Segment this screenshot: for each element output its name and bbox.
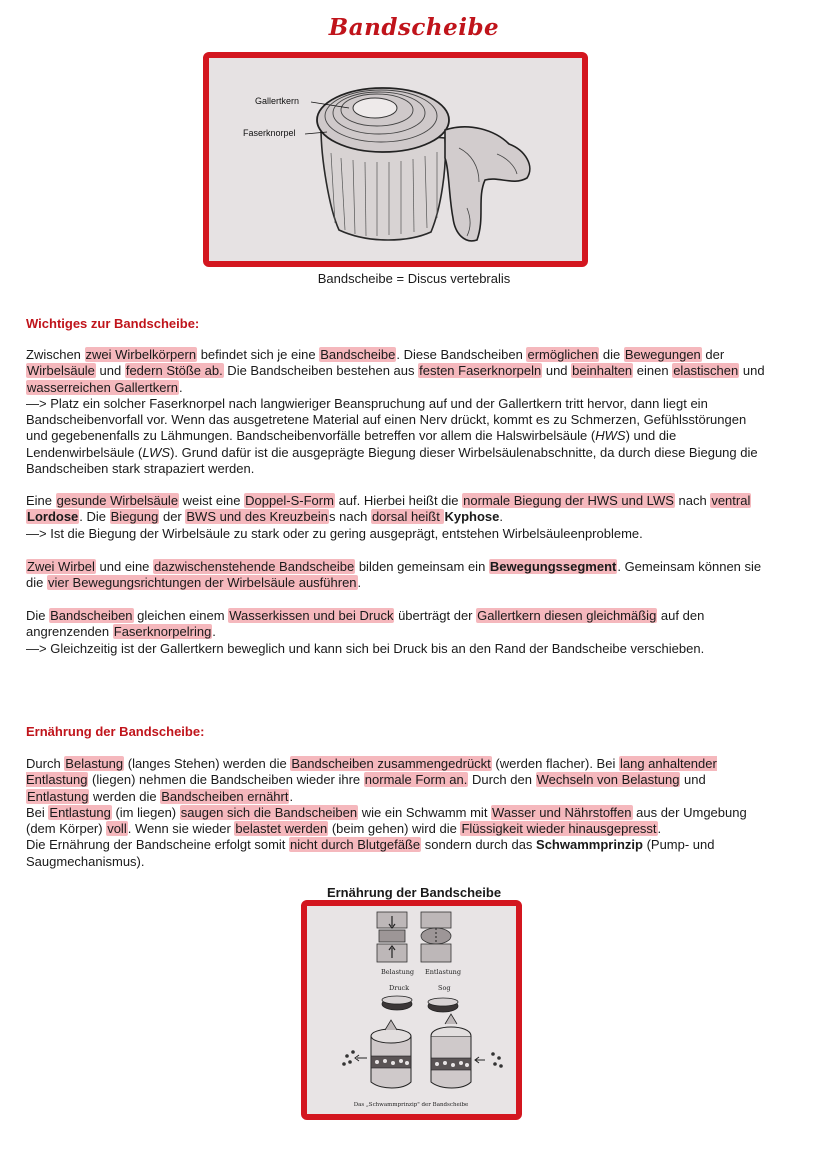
text-segment: weist eine xyxy=(179,493,245,508)
section-heading-important: Wichtiges zur Bandscheibe: xyxy=(26,316,200,331)
highlighted-text: nicht durch Blutgefäße xyxy=(290,837,421,853)
highlighted-text: Doppel-S-Form xyxy=(245,493,334,508)
highlighted-text: dazwischenstehende Bandscheibe xyxy=(154,559,355,574)
highlighted-text: gesunde Wirbelsäule xyxy=(56,493,179,508)
text-segment: —> Ist die Biegung der Wirbelsäule zu stark oder zu gering ausgeprägt, entstehen Wirbelsäuleenprobleme. xyxy=(26,525,643,541)
highlighted-text: Wasserkissen und bei Druck xyxy=(229,608,394,623)
text-segment: befindet sich je eine xyxy=(197,347,320,362)
text-segment: . Gemeinsam können sie die xyxy=(26,559,762,591)
highlighted-text: Wasser und Nährstoffen xyxy=(492,804,632,820)
paragraph-disc-structure xyxy=(26,347,771,477)
text-segment: Die xyxy=(26,608,50,623)
text-segment: und xyxy=(95,363,125,379)
highlighted-text: elastischen xyxy=(673,363,739,379)
label-sponge-caption: Das „Schwammprinzip" der Bandscheibe xyxy=(353,1102,469,1108)
text-line xyxy=(26,396,771,477)
text-segment: (langes Stehen) werden die xyxy=(124,756,291,771)
text-segment: (werden flacher). Bei xyxy=(491,756,619,771)
text-segment: der xyxy=(159,509,186,525)
text-segment: und xyxy=(542,363,572,379)
text-segment: Eine xyxy=(26,493,56,508)
text-segment: auf. Hierbei heißt die xyxy=(334,493,463,508)
text-segment: und eine xyxy=(95,559,154,574)
highlighted-text: BWS und des Kreuzbein xyxy=(186,509,329,525)
highlighted-text: Bewegungssegment xyxy=(489,559,617,574)
highlighted-text: Flüssigkeit wieder hinausgepresst xyxy=(461,821,657,837)
figure-caption: Bandscheibe = Discus vertebralis xyxy=(317,271,511,286)
highlighted-text: beinhalten xyxy=(572,363,633,379)
text-segment: . xyxy=(289,788,294,804)
text-segment: Schwammprinzip xyxy=(536,837,643,853)
text-line xyxy=(26,493,771,526)
highlighted-text: vier Bewegungsrichtungen der Wirbelsäule ausführen xyxy=(47,575,357,591)
text-line xyxy=(26,526,771,542)
text-line xyxy=(26,559,771,592)
paragraph-motion-segment xyxy=(26,559,771,592)
highlighted-text: Belastung xyxy=(65,756,124,771)
label-annulus: Faserknorpel xyxy=(243,128,296,138)
text-segment: HWS xyxy=(595,428,626,444)
text-segment: (liegen) nehmen die Bandscheiben wieder ihre xyxy=(88,772,364,788)
text-segment: Bei xyxy=(26,804,49,820)
text-segment: ) und die Lendenwirbelsäule ( xyxy=(26,428,677,460)
text-segment: (im liegen) xyxy=(111,804,180,820)
label-unload: Entlastung xyxy=(425,968,461,976)
highlighted-text: Zwei Wirbel xyxy=(27,559,95,574)
text-segment: (Pump- und Saugmechanismus). xyxy=(26,837,715,869)
text-line xyxy=(26,837,771,870)
highlighted-text: zwei Wirbelkörpern xyxy=(85,347,197,362)
highlighted-text: normale Form an. xyxy=(364,772,468,788)
text-line xyxy=(26,641,771,657)
highlighted-text: Entlastung xyxy=(27,788,89,804)
highlighted-text: wasserreichen Gallertkern xyxy=(27,379,179,395)
text-segment: . Wenn sie wieder xyxy=(127,821,235,837)
text-segment: Kyphose xyxy=(444,509,500,525)
text-segment: LWS xyxy=(142,444,171,460)
text-segment: die xyxy=(599,347,624,362)
highlighted-text: Wirbelsäule xyxy=(27,363,95,379)
section-heading-nutrition: Ernährung der Bandscheibe: xyxy=(26,724,205,739)
text-segment: . Die xyxy=(79,509,110,525)
text-segment: einen xyxy=(633,363,673,379)
label-load: Belastung xyxy=(381,968,415,976)
text-segment: (beim gehen) wird die xyxy=(328,821,461,837)
text-segment: s nach xyxy=(329,509,371,525)
highlighted-text: Bewegungen xyxy=(624,347,701,362)
paragraph-water-cushion xyxy=(26,608,771,657)
text-segment: überträgt der xyxy=(394,608,477,623)
text-segment: . Diese Bandscheiben xyxy=(396,347,527,362)
highlighted-text: normale Biegung der HWS und LWS xyxy=(463,493,674,508)
text-segment: Die Bandscheiben bestehen aus xyxy=(223,363,419,379)
text-line xyxy=(26,608,771,641)
text-segment: auf den angrenzenden xyxy=(26,608,705,640)
highlighted-text: dorsal heißt xyxy=(371,509,444,525)
text-line xyxy=(26,756,771,805)
vertebra-illustration xyxy=(209,58,582,261)
highlighted-text: federn Stöße ab. xyxy=(125,363,223,379)
text-segment: Durch xyxy=(26,756,65,771)
highlighted-text: saugen sich die Bandscheiben xyxy=(180,804,358,820)
paragraph-spine-shape xyxy=(26,493,771,542)
figure-intervertebral-disc xyxy=(203,52,588,267)
highlighted-text: Faserknorpelring xyxy=(113,624,212,640)
highlighted-text: Gallertkern diesen gleichmäßig xyxy=(477,608,657,623)
text-segment: und xyxy=(680,772,706,788)
text-segment: bilden gemeinsam ein xyxy=(355,559,489,574)
text-segment: ). Grund dafür ist die ausgeprägte Biegung dieser Wirbelsäulenabschnitte, da durch diese Biegung die Bandscheiben stark strapaziert werden. xyxy=(26,444,758,477)
text-segment: Durch den xyxy=(468,772,536,788)
highlighted-text: lang anhaltender Entlastung xyxy=(26,756,717,788)
text-segment: . xyxy=(179,379,183,395)
highlighted-text: Entlastung xyxy=(49,804,111,820)
label-pressure: Druck xyxy=(389,984,410,992)
text-line xyxy=(26,347,771,396)
text-segment: der xyxy=(701,347,725,362)
text-segment: —> Platz ein solcher Faserknorpel nach langwieriger Beanspruchung auf und der Gallertkern tritt hervor, dann liegt ein Bandscheibenvorfall vor. Wenn das ausgetretene Material auf einen Nerv drückt, kommt es zu Schmerzen, Gefühlsstörungen und gegebenenfalls zu Lähmungen. Bandscheibenvorfälle betreffen vor allem die Halswirbelsäule ( xyxy=(26,395,747,444)
text-segment: sondern durch das xyxy=(421,837,537,853)
text-segment: aus der Umgebung (dem Körper) xyxy=(26,804,747,837)
highlighted-text: Bandscheiben ernährt xyxy=(161,788,289,804)
paragraph-nutrition xyxy=(26,756,771,870)
text-segment: gleichen einem xyxy=(133,608,229,623)
text-segment: . xyxy=(212,624,216,640)
highlighted-text: Bandscheibe xyxy=(320,347,396,362)
text-segment: Zwischen xyxy=(26,347,85,362)
page-title: Bandscheibe xyxy=(328,14,500,41)
text-segment: werden die xyxy=(89,788,161,804)
highlighted-text: Bandscheiben zusammengedrückt xyxy=(291,756,491,771)
text-segment: und xyxy=(739,363,765,379)
figure-sponge-principle xyxy=(301,900,522,1120)
sponge-illustration xyxy=(307,906,516,1114)
highlighted-text: belastet werden xyxy=(235,821,328,837)
text-segment: . xyxy=(657,821,662,837)
text-segment: . xyxy=(357,575,362,591)
text-segment: —> Gleichzeitig ist der Gallertkern beweglich und kann sich bei Druck bis an den Rand der Bandscheibe verschieben. xyxy=(26,640,705,656)
highlighted-text: ermöglichen xyxy=(527,347,599,362)
text-line xyxy=(26,805,771,838)
label-nucleus: Gallertkern xyxy=(255,96,300,106)
label-suction: Sog xyxy=(438,984,451,992)
highlighted-text: ventral xyxy=(711,493,751,508)
highlighted-text: voll xyxy=(107,821,127,837)
text-segment: wie ein Schwamm mit xyxy=(358,804,492,820)
diagram-title: Ernährung der Bandscheibe xyxy=(326,885,502,900)
highlighted-text: Lordose xyxy=(27,509,79,525)
text-segment: nach xyxy=(674,493,711,508)
highlighted-text: festen Faserknorpeln xyxy=(419,363,542,379)
highlighted-text: Biegung xyxy=(110,509,159,525)
text-segment: . xyxy=(499,509,504,525)
highlighted-text: Wechseln von Belastung xyxy=(536,772,680,788)
highlighted-text: Bandscheiben xyxy=(50,608,133,623)
text-segment: Die Ernährung der Bandscheine erfolgt somit xyxy=(26,837,290,853)
